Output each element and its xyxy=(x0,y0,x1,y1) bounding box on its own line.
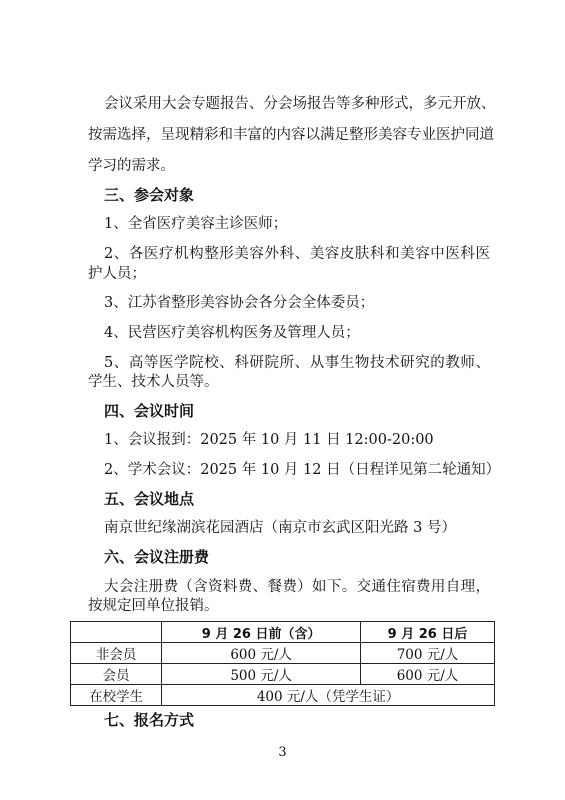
intro-line-3: 学习的需求。 xyxy=(88,158,175,174)
section-4-item-2: 2、学术会议：2025 年 10 月 12 日（日程详见第二轮通知） xyxy=(104,462,501,478)
table-cell: 在校学生 xyxy=(71,685,162,706)
table-cell-student-fee: 400 元/人（凭学生证） xyxy=(162,685,495,706)
section-4-heading: 四、会议时间 xyxy=(104,402,195,420)
table-cell: 600 元/人 xyxy=(162,643,361,664)
table-cell: 500 元/人 xyxy=(162,664,361,685)
table-row xyxy=(71,664,495,685)
table-cell: 非会员 xyxy=(71,643,162,664)
section-3-item-1: 1、全省医疗美容主诊医师； xyxy=(104,216,288,232)
section-6-line-2: 按规定回单位报销。 xyxy=(88,598,219,614)
venue-address: 南京世纪缘湖滨花园酒店（南京市玄武区阳光路 3 号） xyxy=(104,520,456,536)
table-row xyxy=(71,643,495,664)
section-6-line-1: 大会注册费（含资料费、餐费）如下。交通住宿费用自理， xyxy=(104,579,490,595)
section-3-item-2-line-1: 2、各医疗机构整形美容外科、美容皮肤科和美容中医科医 xyxy=(104,246,490,262)
page-number: 3 xyxy=(278,745,287,760)
section-3-item-3: 3、江苏省整形美容协会各分会全体委员； xyxy=(104,295,375,311)
section-5-heading: 五、会议地点 xyxy=(104,490,195,508)
section-4-item-1: 1、会议报到：2025 年 10 月 11 日 12:00-20:00 xyxy=(104,432,434,448)
intro-line-1: 会议采用大会专题报告、分会场报告等多种形式，多元开放、 xyxy=(104,96,496,112)
section-3-item-4: 4、民营医疗美容机构医务及管理人员； xyxy=(104,325,360,341)
table-header-row xyxy=(71,622,495,643)
table-header-cell: 9 月 26 日前（含） xyxy=(162,622,361,643)
section-7-heading: 七、报名方式 xyxy=(104,711,195,729)
table-header-cell xyxy=(71,622,162,643)
table-header-cell: 9 月 26 日后 xyxy=(361,622,495,643)
section-6-heading: 六、会议注册费 xyxy=(104,548,210,566)
section-3-item-5-line-1: 5、高等医学院校、科研院所、从事生物技术研究的教师、 xyxy=(104,355,490,371)
registration-fee-table xyxy=(70,621,495,706)
table-cell: 600 元/人 xyxy=(361,664,495,685)
table-row xyxy=(71,685,495,706)
intro-line-2: 按需选择，呈现精彩和丰富的内容以满足整形美容专业医护同道 xyxy=(88,127,494,143)
table-cell: 700 元/人 xyxy=(361,643,495,664)
section-3-heading: 三、参会对象 xyxy=(104,186,195,204)
section-3-item-5-line-2: 学生、技术人员等。 xyxy=(88,374,219,390)
section-3-item-2-line-2: 护人员； xyxy=(88,266,146,282)
table-cell: 会员 xyxy=(71,664,162,685)
